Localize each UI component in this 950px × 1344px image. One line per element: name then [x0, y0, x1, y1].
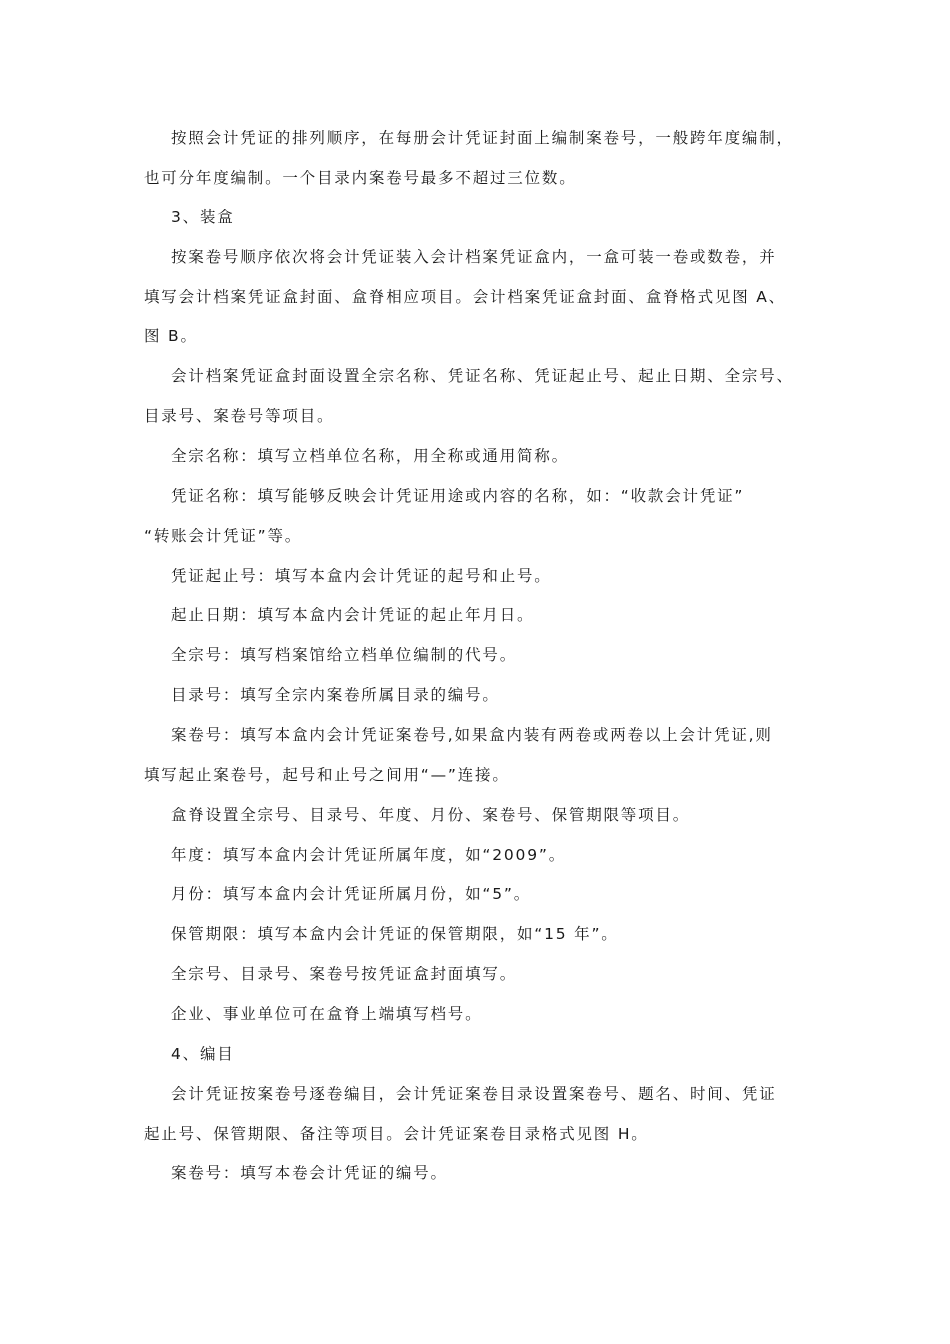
paragraph-line: 保管期限：填写本盒内会计凭证的保管期限，如“15 年”。 [171, 925, 619, 943]
paragraph-line: 月份：填写本盒内会计凭证所属月份，如“5”。 [171, 885, 532, 903]
paragraph-line: 全宗名称：填写立档单位名称，用全称或通用简称。 [171, 447, 569, 465]
paragraph-line: 全宗号：填写档案馆给立档单位编制的代号。 [171, 646, 518, 664]
paragraph-line: 目录号：填写全宗内案卷所属目录的编号。 [171, 686, 500, 704]
paragraph-line: 企业、事业单位可在盒脊上端填写档号。 [171, 1005, 483, 1023]
paragraph-line: 案卷号：填写本盒内会计凭证案卷号,如果盒内装有两卷或两卷以上会计凭证,则 [171, 726, 773, 744]
paragraph-line: 凭证名称：填写能够反映会计凭证用途或内容的名称，如：“收款会计凭证” [171, 487, 745, 505]
paragraph-line: 会计档案凭证盒封面设置全宗名称、凭证名称、凭证起止号、起止日期、全宗号、 [171, 367, 794, 385]
paragraph-line: 起止号、保管期限、备注等项目。会计凭证案卷目录格式见图 H。 [144, 1125, 649, 1143]
paragraph-line: 按照会计凭证的排列顺序，在每册会计凭证封面上编制案卷号，一般跨年度编制， [171, 129, 794, 147]
section-heading: 3、装盒 [171, 208, 235, 226]
section-heading: 4、编目 [171, 1045, 235, 1063]
paragraph-line: 起止日期：填写本盒内会计凭证的起止年月日。 [171, 606, 535, 624]
paragraph-line: 盒脊设置全宗号、目录号、年度、月份、案卷号、保管期限等项目。 [171, 806, 691, 824]
paragraph-line: 图 B。 [144, 327, 198, 345]
paragraph-line: 也可分年度编制。一个目录内案卷号最多不超过三位数。 [144, 169, 577, 187]
paragraph-line: 填写会计档案凭证盒封面、盒脊相应项目。会计档案凭证盒封面、盒脊格式见图 A、 [144, 288, 786, 306]
paragraph-line: 填写起止案卷号，起号和止号之间用“—”连接。 [144, 766, 510, 784]
paragraph-line: “转账会计凭证”等。 [144, 527, 303, 545]
paragraph-line: 全宗号、目录号、案卷号按凭证盒封面填写。 [171, 965, 518, 983]
paragraph-line: 会计凭证按案卷号逐卷编目，会计凭证案卷目录设置案卷号、题名、时间、凭证 [171, 1085, 777, 1103]
paragraph-line: 按案卷号顺序依次将会计凭证装入会计档案凭证盒内，一盒可装一卷或数卷，并 [171, 248, 777, 266]
paragraph-line: 案卷号：填写本卷会计凭证的编号。 [171, 1164, 448, 1182]
paragraph-line: 年度：填写本盒内会计凭证所属年度，如“2009”。 [171, 846, 567, 864]
paragraph-line: 目录号、案卷号等项目。 [144, 407, 335, 425]
paragraph-line: 凭证起止号：填写本盒内会计凭证的起号和止号。 [171, 567, 552, 585]
